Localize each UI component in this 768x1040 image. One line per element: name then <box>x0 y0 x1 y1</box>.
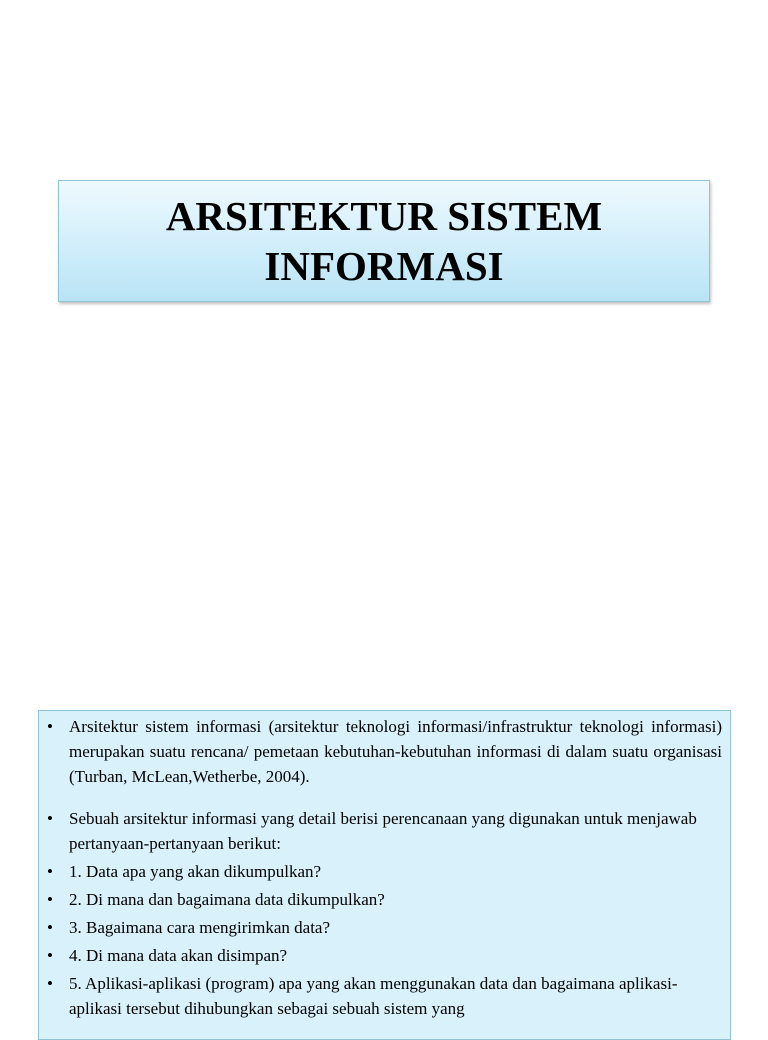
title-box <box>58 180 710 302</box>
list-item <box>47 915 722 940</box>
list-item <box>47 859 722 884</box>
list-item-text: Sebuah arsitektur informasi yang detail berisi perencanaan yang digunakan untuk menjawab pertanyaan-pertanyaan berikut: <box>69 809 697 853</box>
bullet-list <box>47 714 722 1021</box>
list-item-text: Arsitektur sistem informasi (arsitektur teknologi informasi/infrastruktur teknologi informasi) merupakan suatu rencana/ pemetaan kebutuhan-kebutuhan informasi di dalam suatu organisasi (Turban, McLean,Wetherbe, 2004). <box>69 717 722 786</box>
list-item-text: 3. Bagaimana cara mengirimkan data? <box>69 918 331 937</box>
bullet-icon: • <box>47 717 53 736</box>
slide-title: ARSITEKTUR SISTEM INFORMASI <box>165 193 603 289</box>
bullet-icon: • <box>47 862 53 881</box>
list-item-text: 1. Data apa yang akan dikumpulkan? <box>69 862 322 881</box>
list-item <box>47 943 722 968</box>
bullet-icon: • <box>47 974 53 993</box>
list-item-text: 5. Aplikasi-aplikasi (program) apa yang akan menggunakan data dan bagaimana aplikasi-aplikasi tersebut dihubungkan sebagai sebuah sistem yang <box>69 974 678 1018</box>
bullet-icon: • <box>47 809 53 828</box>
bullet-icon: • <box>47 890 53 909</box>
content-box <box>38 710 731 1040</box>
bullet-icon: • <box>47 918 53 937</box>
list-item <box>47 806 722 856</box>
bullet-icon: • <box>47 946 53 965</box>
list-item <box>47 971 722 1021</box>
list-item-text: 2. Di mana dan bagaimana data dikumpulkan? <box>69 890 385 909</box>
list-item <box>47 714 722 789</box>
list-item <box>47 887 722 912</box>
list-item-text: 4. Di mana data akan disimpan? <box>69 946 288 965</box>
